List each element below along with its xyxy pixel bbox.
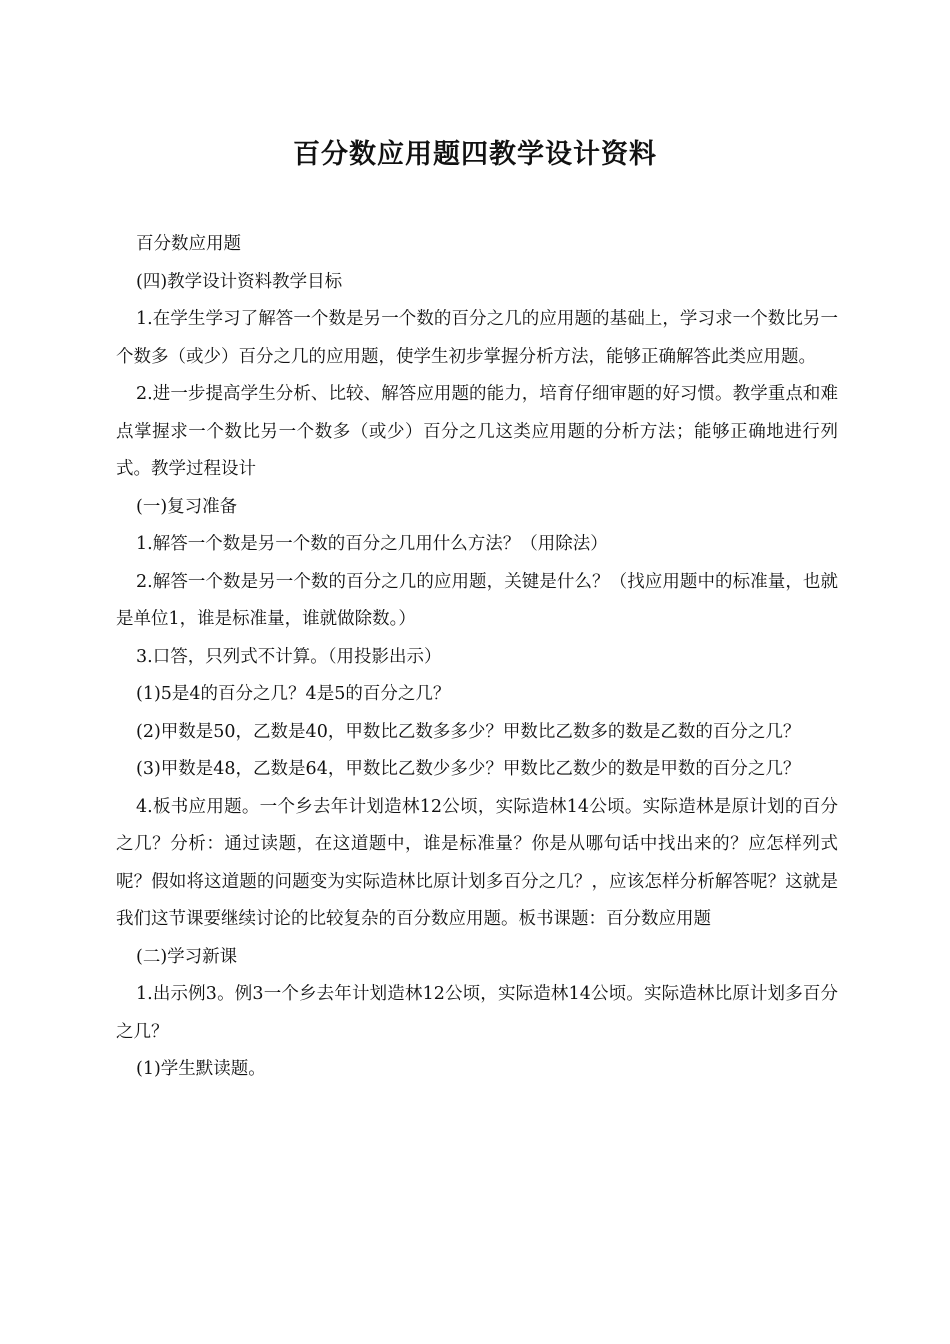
paragraph-example-3: 1.出示例3。例3一个乡去年计划造林12公顷，实际造林14公顷。实际造林比原计划多百分之几？	[116, 984, 838, 1042]
document-body	[116, 226, 838, 1089]
paragraph-step-1: (1)学生默读题。	[136, 1059, 266, 1079]
paragraph-objective-1: 1.在学生学习了解答一个数是另一个数的百分之几的应用题的基础上，学习求一个数比另一个数多（或少）百分之几的应用题，使学生初步掌握分析方法，能够正确解答此类应用题。	[116, 309, 838, 367]
paragraph-review-2: 2.解答一个数是另一个数的百分之几的应用题，关键是什么？（找应用题中的标准量，也就是单位1，谁是标准量，谁就做除数。）	[116, 571, 838, 629]
paragraph-section-review: (一)复习准备	[136, 496, 238, 517]
paragraph-review-3: 3.口答，只列式不计算。（用投影出示）	[136, 646, 442, 667]
paragraph-question-3: (3)甲数是48，乙数是64，甲数比乙数少多少？甲数比乙数少的数是甲数的百分之几？	[136, 759, 801, 779]
paragraph-question-2: (2)甲数是50，乙数是40，甲数比乙数多多少？甲数比乙数多的数是乙数的百分之几？	[136, 721, 801, 742]
paragraph-objective-2: 2.进一步提高学生分析、比较、解答应用题的能力，培育仔细审题的好习惯。教学重点和难点掌握求一个数比另一个数多（或少）百分之几这类应用题的分析方法；能够正确地进行列式。教学过程设计	[116, 384, 838, 479]
paragraph-question-1: (1)5是4的百分之几？4是5的百分之几？	[136, 684, 451, 704]
paragraph-section-objectives: (四)教学设计资料教学目标	[136, 271, 343, 292]
document-title: 百分数应用题四教学设计资料	[293, 139, 657, 170]
paragraph-section-new-lesson: (二)学习新课	[136, 946, 238, 967]
paragraph-review-4: 4.板书应用题。一个乡去年计划造林12公顷，实际造林14公顷。实际造林是原计划的百分之几？分析：通过读题，在这道题中，谁是标准量？你是从哪句话中找出来的？应怎样列式呢？假如将这道题的问题变为实际造林比原计划多百分之几？，应该怎样分析解答呢？这就是我们这节课要继续讨论的比较复杂的百分数应用题。板书课题：百分数应用题	[116, 796, 838, 929]
paragraph-review-1: 1.解答一个数是另一个数的百分之几用什么方法？（用除法）	[136, 534, 608, 554]
paragraph-topic: 百分数应用题	[136, 234, 241, 254]
